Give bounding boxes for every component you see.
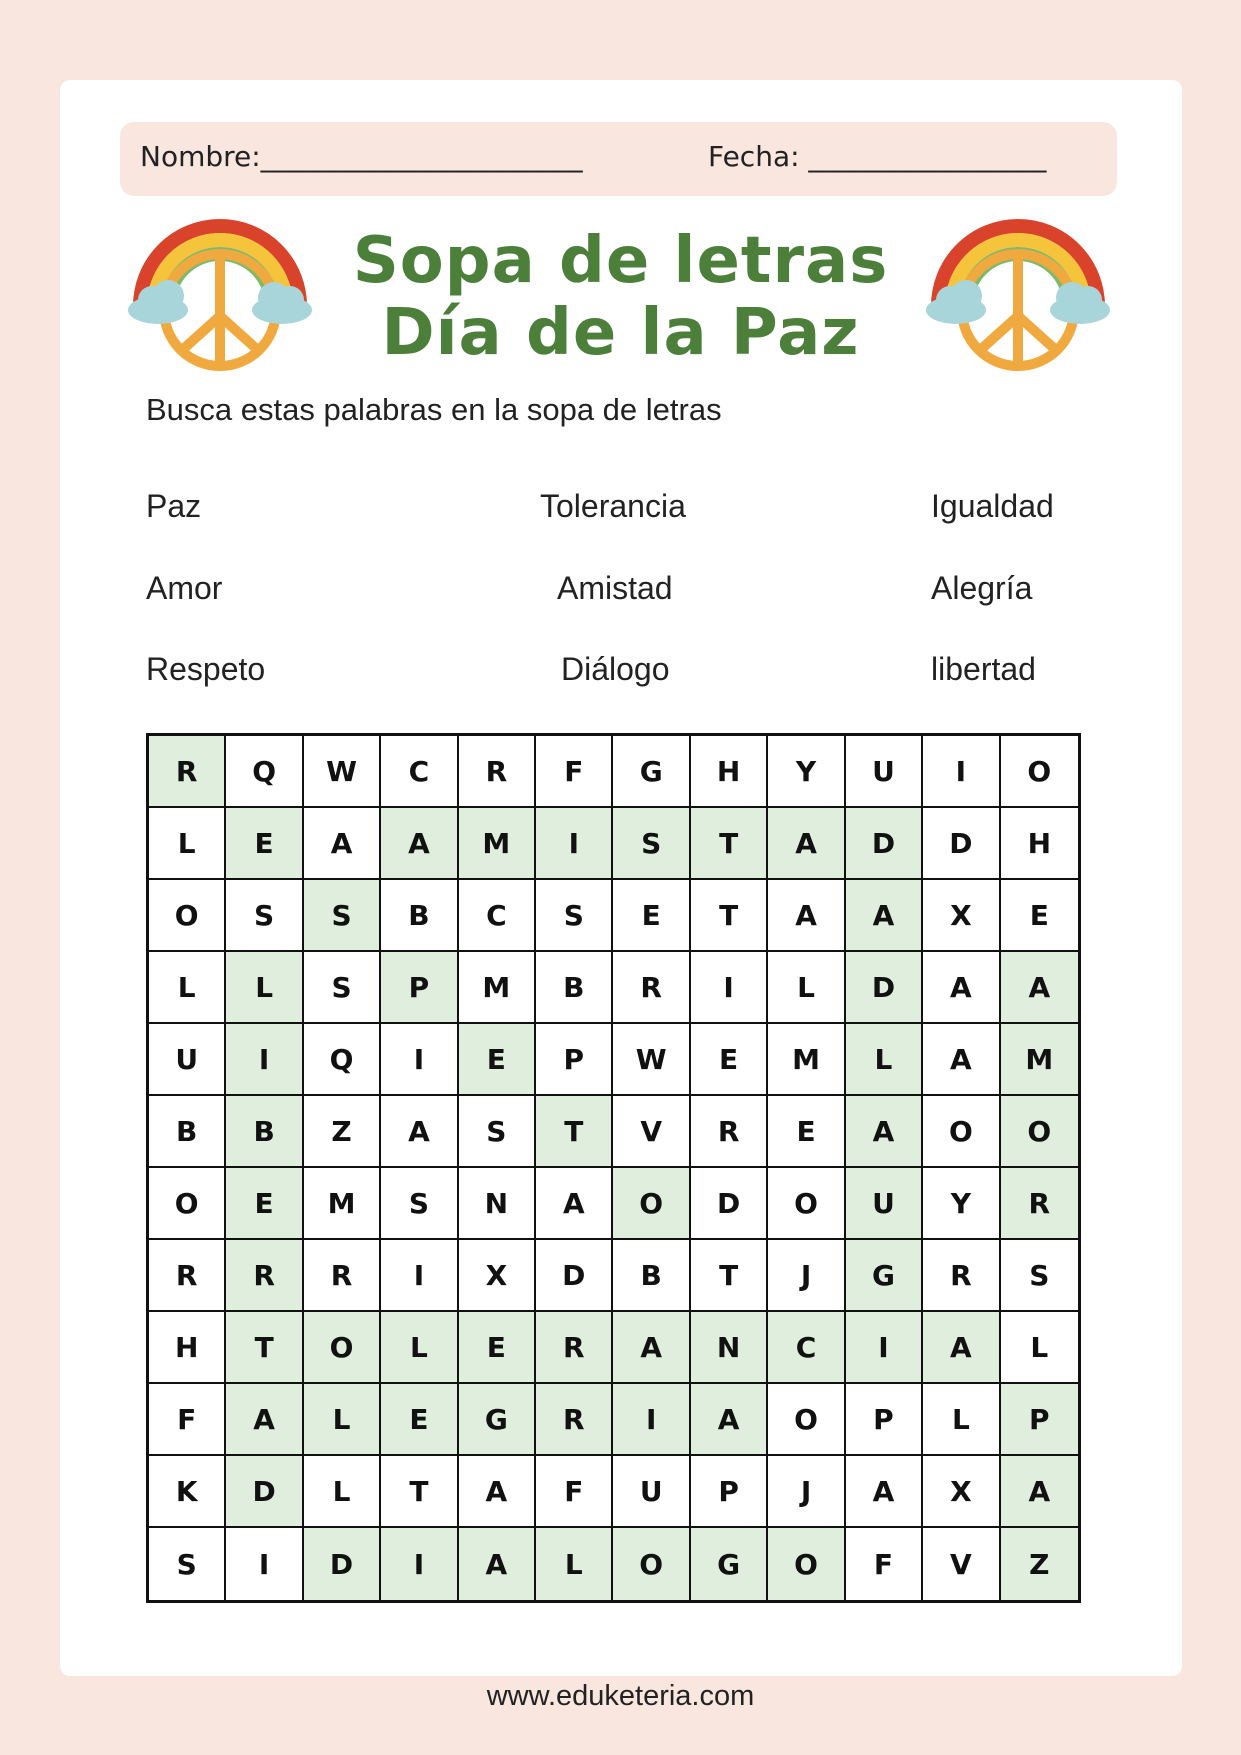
grid-cell[interactable]: O: [149, 880, 226, 952]
grid-cell[interactable]: L: [768, 952, 845, 1024]
grid-cell[interactable]: I: [381, 1024, 458, 1096]
grid-cell[interactable]: I: [536, 808, 613, 880]
grid-cell[interactable]: Y: [768, 736, 845, 808]
grid-cell[interactable]: O: [768, 1528, 845, 1600]
grid-cell[interactable]: D: [846, 808, 923, 880]
grid-cell[interactable]: H: [149, 1312, 226, 1384]
grid-cell[interactable]: E: [1001, 880, 1078, 952]
grid-cell[interactable]: X: [459, 1240, 536, 1312]
grid-cell[interactable]: I: [691, 952, 768, 1024]
grid-cell[interactable]: S: [459, 1096, 536, 1168]
grid-cell[interactable]: A: [613, 1312, 690, 1384]
grid-cell[interactable]: Y: [923, 1168, 1000, 1240]
date-field[interactable]: Fecha: _________________: [708, 140, 1047, 173]
grid-cell[interactable]: N: [459, 1168, 536, 1240]
word-item: Respeto: [146, 651, 266, 687]
grid-cell[interactable]: D: [536, 1240, 613, 1312]
grid-cell[interactable]: P: [691, 1456, 768, 1528]
grid-cell[interactable]: M: [459, 808, 536, 880]
grid-cell[interactable]: E: [459, 1312, 536, 1384]
grid-cell[interactable]: H: [691, 736, 768, 808]
grid-cell[interactable]: E: [768, 1096, 845, 1168]
title-line-2: Día de la Paz: [381, 296, 860, 370]
grid-cell[interactable]: A: [1001, 952, 1078, 1024]
grid-cell[interactable]: Q: [226, 736, 303, 808]
grid-cell[interactable]: N: [691, 1312, 768, 1384]
grid-cell[interactable]: I: [226, 1024, 303, 1096]
grid-cell[interactable]: G: [613, 736, 690, 808]
grid-cell[interactable]: H: [1001, 808, 1078, 880]
grid-cell[interactable]: A: [226, 1384, 303, 1456]
grid-cell[interactable]: E: [381, 1384, 458, 1456]
grid-cell[interactable]: L: [149, 952, 226, 1024]
grid-cell[interactable]: K: [149, 1456, 226, 1528]
grid-cell[interactable]: Q: [304, 1024, 381, 1096]
grid-cell[interactable]: F: [149, 1384, 226, 1456]
grid-cell[interactable]: X: [923, 1456, 1000, 1528]
grid-cell[interactable]: A: [381, 808, 458, 880]
grid-cell[interactable]: J: [768, 1240, 845, 1312]
grid-cell[interactable]: I: [381, 1528, 458, 1600]
grid-cell[interactable]: M: [1001, 1024, 1078, 1096]
grid-cell[interactable]: U: [149, 1024, 226, 1096]
grid-cell[interactable]: R: [536, 1312, 613, 1384]
word-item: Alegría: [931, 570, 1033, 606]
grid-cell[interactable]: C: [768, 1312, 845, 1384]
grid-cell[interactable]: O: [613, 1528, 690, 1600]
grid-cell[interactable]: F: [846, 1528, 923, 1600]
grid-cell[interactable]: S: [536, 880, 613, 952]
name-field[interactable]: Nombre:_______________________: [140, 140, 583, 173]
word-item: Paz: [146, 488, 202, 524]
grid-cell[interactable]: R: [149, 1240, 226, 1312]
grid-cell[interactable]: S: [613, 808, 690, 880]
grid-cell[interactable]: C: [381, 736, 458, 808]
grid-cell[interactable]: D: [691, 1168, 768, 1240]
word-item: Igualdad: [931, 488, 1054, 524]
grid-cell[interactable]: T: [381, 1456, 458, 1528]
grid-cell[interactable]: D: [846, 952, 923, 1024]
grid-cell[interactable]: J: [768, 1456, 845, 1528]
grid-cell[interactable]: L: [846, 1024, 923, 1096]
grid-cell[interactable]: E: [691, 1024, 768, 1096]
word-item: Amor: [146, 570, 223, 606]
grid-cell[interactable]: B: [381, 880, 458, 952]
grid-cell[interactable]: A: [459, 1456, 536, 1528]
grid-cell[interactable]: L: [304, 1384, 381, 1456]
grid-cell[interactable]: C: [459, 880, 536, 952]
grid-cell[interactable]: O: [304, 1312, 381, 1384]
instructions: Busca estas palabras en la sopa de letras: [146, 392, 722, 427]
grid-cell[interactable]: M: [459, 952, 536, 1024]
grid-cell[interactable]: I: [923, 736, 1000, 808]
grid-cell[interactable]: W: [304, 736, 381, 808]
grid-cell[interactable]: F: [536, 736, 613, 808]
grid-cell[interactable]: R: [459, 736, 536, 808]
grid-cell[interactable]: Z: [1001, 1528, 1078, 1600]
grid-cell[interactable]: U: [846, 736, 923, 808]
word-item: libertad: [931, 651, 1036, 687]
grid-cell[interactable]: A: [536, 1168, 613, 1240]
grid-cell[interactable]: A: [381, 1096, 458, 1168]
grid-cell[interactable]: D: [304, 1528, 381, 1600]
grid-cell[interactable]: I: [226, 1528, 303, 1600]
grid-cell[interactable]: E: [226, 1168, 303, 1240]
grid-cell[interactable]: R: [923, 1240, 1000, 1312]
grid-cell[interactable]: A: [304, 808, 381, 880]
grid-cell[interactable]: B: [536, 952, 613, 1024]
grid-cell[interactable]: A: [923, 1312, 1000, 1384]
grid-cell[interactable]: L: [536, 1528, 613, 1600]
grid-cell[interactable]: R: [536, 1384, 613, 1456]
grid-cell[interactable]: X: [923, 880, 1000, 952]
grid-cell[interactable]: A: [923, 1024, 1000, 1096]
grid-cell[interactable]: A: [459, 1528, 536, 1600]
word-item: Amistad: [557, 570, 673, 606]
grid-cell[interactable]: U: [613, 1456, 690, 1528]
grid-cell[interactable]: S: [304, 880, 381, 952]
grid-cell[interactable]: L: [381, 1312, 458, 1384]
grid-cell[interactable]: W: [613, 1024, 690, 1096]
grid-cell[interactable]: F: [536, 1456, 613, 1528]
footer-url: www.eduketeria.com: [486, 1680, 755, 1712]
grid-cell[interactable]: V: [613, 1096, 690, 1168]
grid-cell[interactable]: L: [1001, 1312, 1078, 1384]
grid-cell[interactable]: S: [304, 952, 381, 1024]
word-item: Tolerancia: [540, 488, 686, 524]
grid-cell[interactable]: A: [846, 1096, 923, 1168]
grid-cell[interactable]: O: [1001, 1096, 1078, 1168]
grid-cell[interactable]: G: [846, 1240, 923, 1312]
grid-cell[interactable]: R: [691, 1096, 768, 1168]
grid-cell[interactable]: S: [1001, 1240, 1078, 1312]
grid-cell[interactable]: I: [846, 1312, 923, 1384]
grid-cell[interactable]: T: [691, 1240, 768, 1312]
grid-cell[interactable]: L: [923, 1384, 1000, 1456]
grid-cell[interactable]: R: [226, 1240, 303, 1312]
grid-cell[interactable]: Z: [304, 1096, 381, 1168]
grid-cell[interactable]: B: [149, 1096, 226, 1168]
grid-cell[interactable]: O: [613, 1168, 690, 1240]
grid-cell[interactable]: A: [768, 808, 845, 880]
grid-cell[interactable]: T: [691, 808, 768, 880]
grid-cell[interactable]: A: [846, 880, 923, 952]
grid-cell[interactable]: A: [691, 1384, 768, 1456]
word-search-grid: [146, 733, 1081, 1603]
grid-cell[interactable]: L: [226, 952, 303, 1024]
grid-cell[interactable]: E: [226, 808, 303, 880]
grid-cell[interactable]: G: [691, 1528, 768, 1600]
grid-cell[interactable]: V: [923, 1528, 1000, 1600]
word-item: Diálogo: [561, 651, 670, 687]
grid-cell[interactable]: S: [381, 1168, 458, 1240]
grid-cell[interactable]: I: [381, 1240, 458, 1312]
grid-cell[interactable]: B: [613, 1240, 690, 1312]
grid-cell[interactable]: A: [768, 880, 845, 952]
grid-cell[interactable]: O: [1001, 736, 1078, 808]
grid-cell[interactable]: O: [149, 1168, 226, 1240]
grid-cell[interactable]: R: [1001, 1168, 1078, 1240]
title-line-1: Sopa de letras: [352, 224, 889, 298]
grid-cell[interactable]: S: [149, 1528, 226, 1600]
grid-cell[interactable]: M: [768, 1024, 845, 1096]
grid-cell[interactable]: M: [304, 1168, 381, 1240]
grid-cell[interactable]: L: [304, 1456, 381, 1528]
grid-cell[interactable]: R: [149, 736, 226, 808]
grid-cell[interactable]: A: [1001, 1456, 1078, 1528]
grid-cell[interactable]: A: [846, 1456, 923, 1528]
grid-cell[interactable]: O: [768, 1168, 845, 1240]
grid-cell[interactable]: S: [226, 880, 303, 952]
grid-cell[interactable]: R: [613, 952, 690, 1024]
grid-cell[interactable]: D: [226, 1456, 303, 1528]
grid-cell[interactable]: L: [149, 808, 226, 880]
grid-cell[interactable]: D: [923, 808, 1000, 880]
grid-cell[interactable]: O: [768, 1384, 845, 1456]
grid-cell[interactable]: E: [613, 880, 690, 952]
grid-cell[interactable]: P: [1001, 1384, 1078, 1456]
grid-cell[interactable]: E: [459, 1024, 536, 1096]
grid-cell[interactable]: O: [923, 1096, 1000, 1168]
grid-cell[interactable]: R: [304, 1240, 381, 1312]
grid-cell[interactable]: T: [691, 880, 768, 952]
grid-cell[interactable]: U: [846, 1168, 923, 1240]
grid-cell[interactable]: I: [613, 1384, 690, 1456]
grid-cell[interactable]: P: [536, 1024, 613, 1096]
grid-cell[interactable]: P: [381, 952, 458, 1024]
grid-cell[interactable]: B: [226, 1096, 303, 1168]
grid-cell[interactable]: G: [459, 1384, 536, 1456]
grid-cell[interactable]: T: [226, 1312, 303, 1384]
grid-cell[interactable]: P: [846, 1384, 923, 1456]
grid-cell[interactable]: A: [923, 952, 1000, 1024]
grid-cell[interactable]: T: [536, 1096, 613, 1168]
